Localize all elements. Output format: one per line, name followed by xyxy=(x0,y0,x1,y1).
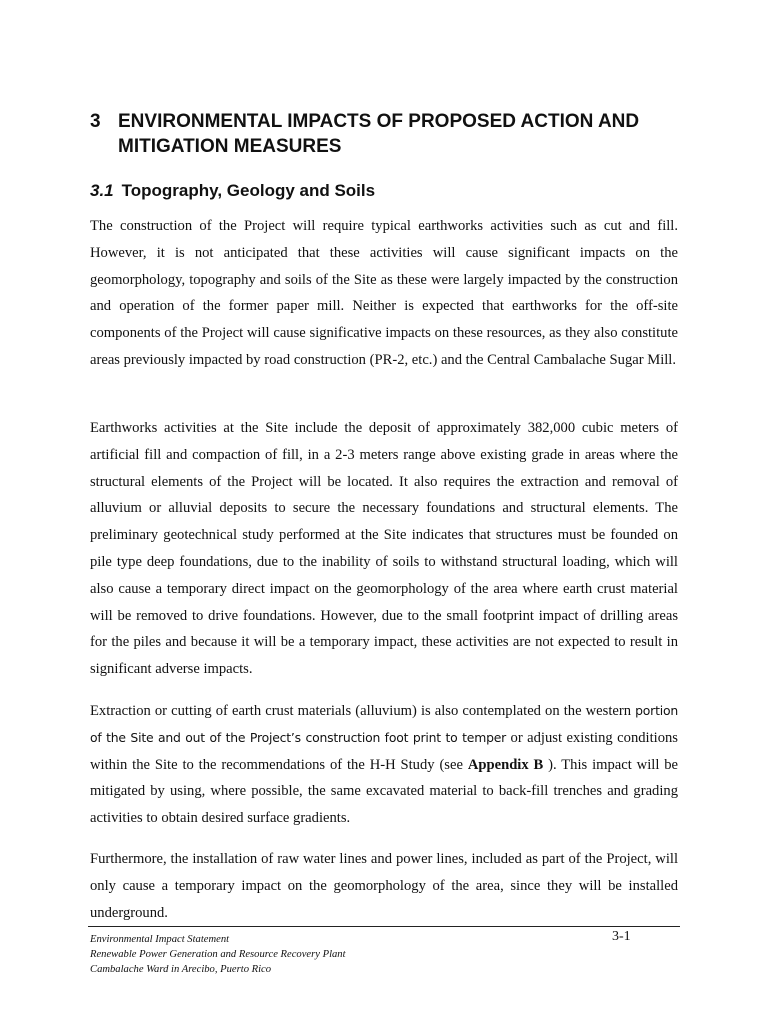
paragraph-3-part1: Extraction or cutting of earth crust materials (alluvium) is also contemplated on the western xyxy=(90,703,636,719)
footer-divider xyxy=(88,926,680,927)
paragraph-3-part3: or adjust existing conditions within the Site to the recommendations of the H-H Study (see xyxy=(90,729,678,773)
footer xyxy=(90,932,346,977)
paragraph-3 xyxy=(90,698,678,832)
section-title: ENVIRONMENTAL IMPACTS OF PROPOSED ACTION AND MITIGATION MEASURES xyxy=(118,111,640,157)
paragraph-3-part4: ). This impact will be mitigated by using, where possible, the same excavated material to back-fill trenches and grading activities to obtain desired surface gradients. xyxy=(90,756,679,827)
paragraph-4: Furthermore, the installation of raw water lines and power lines, included as part of the Project, will only cause a temporary impact on the geomorphology of the area, since they will be installed underground. xyxy=(90,851,678,921)
footer-line-3: Cambalache Ward in Arecibo, Puerto Rico xyxy=(90,964,272,975)
footer-line-1: Environmental Impact Statement xyxy=(90,934,230,945)
subsection-number: 3.1 xyxy=(90,181,114,200)
subsection-title: Topography, Geology and Soils xyxy=(121,181,376,200)
section-number: 3 xyxy=(90,111,101,132)
appendix-reference: Appendix B xyxy=(467,756,544,773)
subsection-heading xyxy=(90,180,375,202)
paragraph-3-part2: portion of the Site and out of the Project’s construction foot print to temper xyxy=(90,703,678,745)
section-heading xyxy=(90,109,690,159)
page-number: 3-1 xyxy=(612,929,631,944)
paragraph-2: Earthworks activities at the Site include the deposit of approximately 382,000 cubic meters of artificial fill and compaction of fill, in a 2-3 meters range above existing grade in areas where the structural elements of the Project will be located. It also requires the extraction and removal of alluvium or alluvial deposits to secure the necessary foundations and structural elements. The preliminary geotechnical study performed at the Site indicates that structures must be founded on pile type deep foundations, due to the inability of soils to withstand structural loading, which will also cause a temporary direct impact on the geomorphology of the area where earth crust material will be removed to drive foundations. However, due to the small footprint impact of drilling areas for the piles and because it will be a temporary impact, these activities are not expected to result in significant adverse impacts. xyxy=(90,420,678,678)
footer-line-2: Renewable Power Generation and Resource Recovery Plant xyxy=(90,949,346,960)
paragraph-1: The construction of the Project will require typical earthworks activities such as cut and fill. However, it is not anticipated that these activities will cause significant impacts on the geomorphology, topography and soils of the Site as these were largely impacted by the construction and operation of the former paper mill. Neither is expected that earthworks for the off-site components of the Project will cause significative impacts on these resources, as they also constitute areas previously impacted by road construction (PR-2, etc.) and the Central Cambalache Sugar Mill. xyxy=(90,218,678,368)
